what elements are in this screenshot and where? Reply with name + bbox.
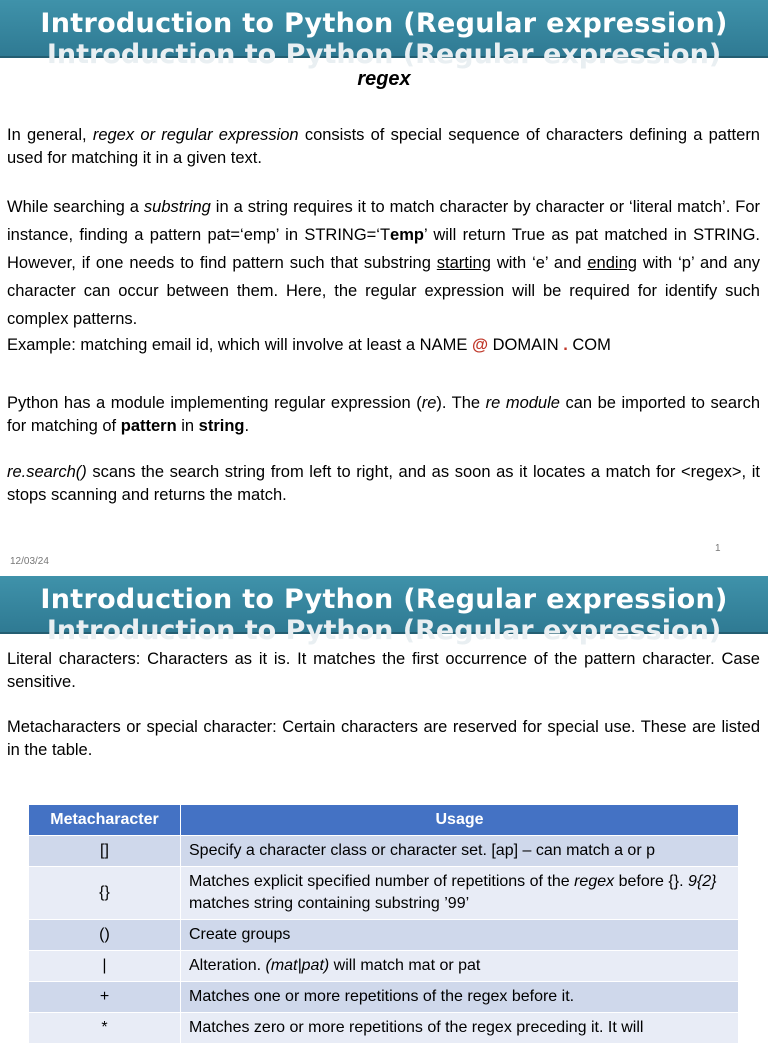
metacharacter-table xyxy=(28,804,739,1044)
title-reflection: Introduction to Python (Regular expression) xyxy=(46,615,722,646)
slide-date: 12/03/24 xyxy=(10,556,49,567)
usage-cell: Alteration. (mat|pat) will match mat or pat xyxy=(181,951,739,982)
paragraph-substring: While searching a substring in a string requires it to match character by character or ‘literal match’. For instance, finding a pattern pat=‘emp’ in STRING=‘Temp’ will return True as pat matched in STRING. However, if one needs to find pattern such that substring starting with ‘e’ and ending with ‘p’ and any character can occur between them. Here, the regular expression will be required for identify such complex patterns. xyxy=(7,198,760,328)
table-row xyxy=(29,920,739,951)
paragraph-re-module: Python has a module implementing regular expression (re). The re module can be imported to search for matching of pattern in string. xyxy=(7,394,760,435)
table-header-row xyxy=(29,805,739,836)
metacharacter-cell: | xyxy=(29,951,181,982)
slide-2 xyxy=(0,576,768,1036)
paragraph-email-example: Example: matching email id, which will involve at least a NAME @ DOMAIN . COM xyxy=(7,336,611,354)
usage-cell: Matches explicit specified number of repetitions of the regex before {}. 9{2} matches string containing substring ’99’ xyxy=(181,867,739,920)
table-row xyxy=(29,982,739,1013)
title-reflection: Introduction to Python (Regular expression) xyxy=(46,39,722,70)
paragraph-metacharacters: Metacharacters or special character: Certain characters are reserved for special use. These are listed in the table. xyxy=(7,718,760,759)
usage-cell: Create groups xyxy=(181,920,739,951)
paragraph-definition: In general, regex or regular expression consists of special sequence of characters defining a pattern used for matching it in a given text. xyxy=(7,126,760,167)
usage-cell: Matches zero or more repetitions of the regex preceding it. It will xyxy=(181,1013,739,1044)
slide-title: Introduction to Python (Regular expression) xyxy=(40,8,728,39)
table-row xyxy=(29,1013,739,1044)
column-header-metacharacter: Metacharacter xyxy=(29,805,181,836)
slide-subtitle: regex xyxy=(357,68,411,90)
metacharacter-cell: * xyxy=(29,1013,181,1044)
metacharacter-cell: + xyxy=(29,982,181,1013)
paragraph-literal-characters: Literal characters: Characters as it is. It matches the first occurrence of the pattern character. Case sensitive. xyxy=(7,650,760,691)
paragraph-re-search: re.search() scans the search string from left to right, and as soon as it locates a match for <regex>, it stops scanning and returns the match. xyxy=(7,463,760,504)
table-row xyxy=(29,867,739,920)
table-row xyxy=(29,836,739,867)
page-number: 1 xyxy=(715,543,721,554)
metacharacter-cell: () xyxy=(29,920,181,951)
column-header-usage: Usage xyxy=(181,805,739,836)
metacharacter-cell: {} xyxy=(29,867,181,920)
usage-cell: Matches one or more repetitions of the regex before it. xyxy=(181,982,739,1013)
usage-cell: Specify a character class or character set. [ap] – can match a or p xyxy=(181,836,739,867)
metacharacter-cell: [] xyxy=(29,836,181,867)
table-row xyxy=(29,951,739,982)
slide-title: Introduction to Python (Regular expression) xyxy=(40,584,728,615)
